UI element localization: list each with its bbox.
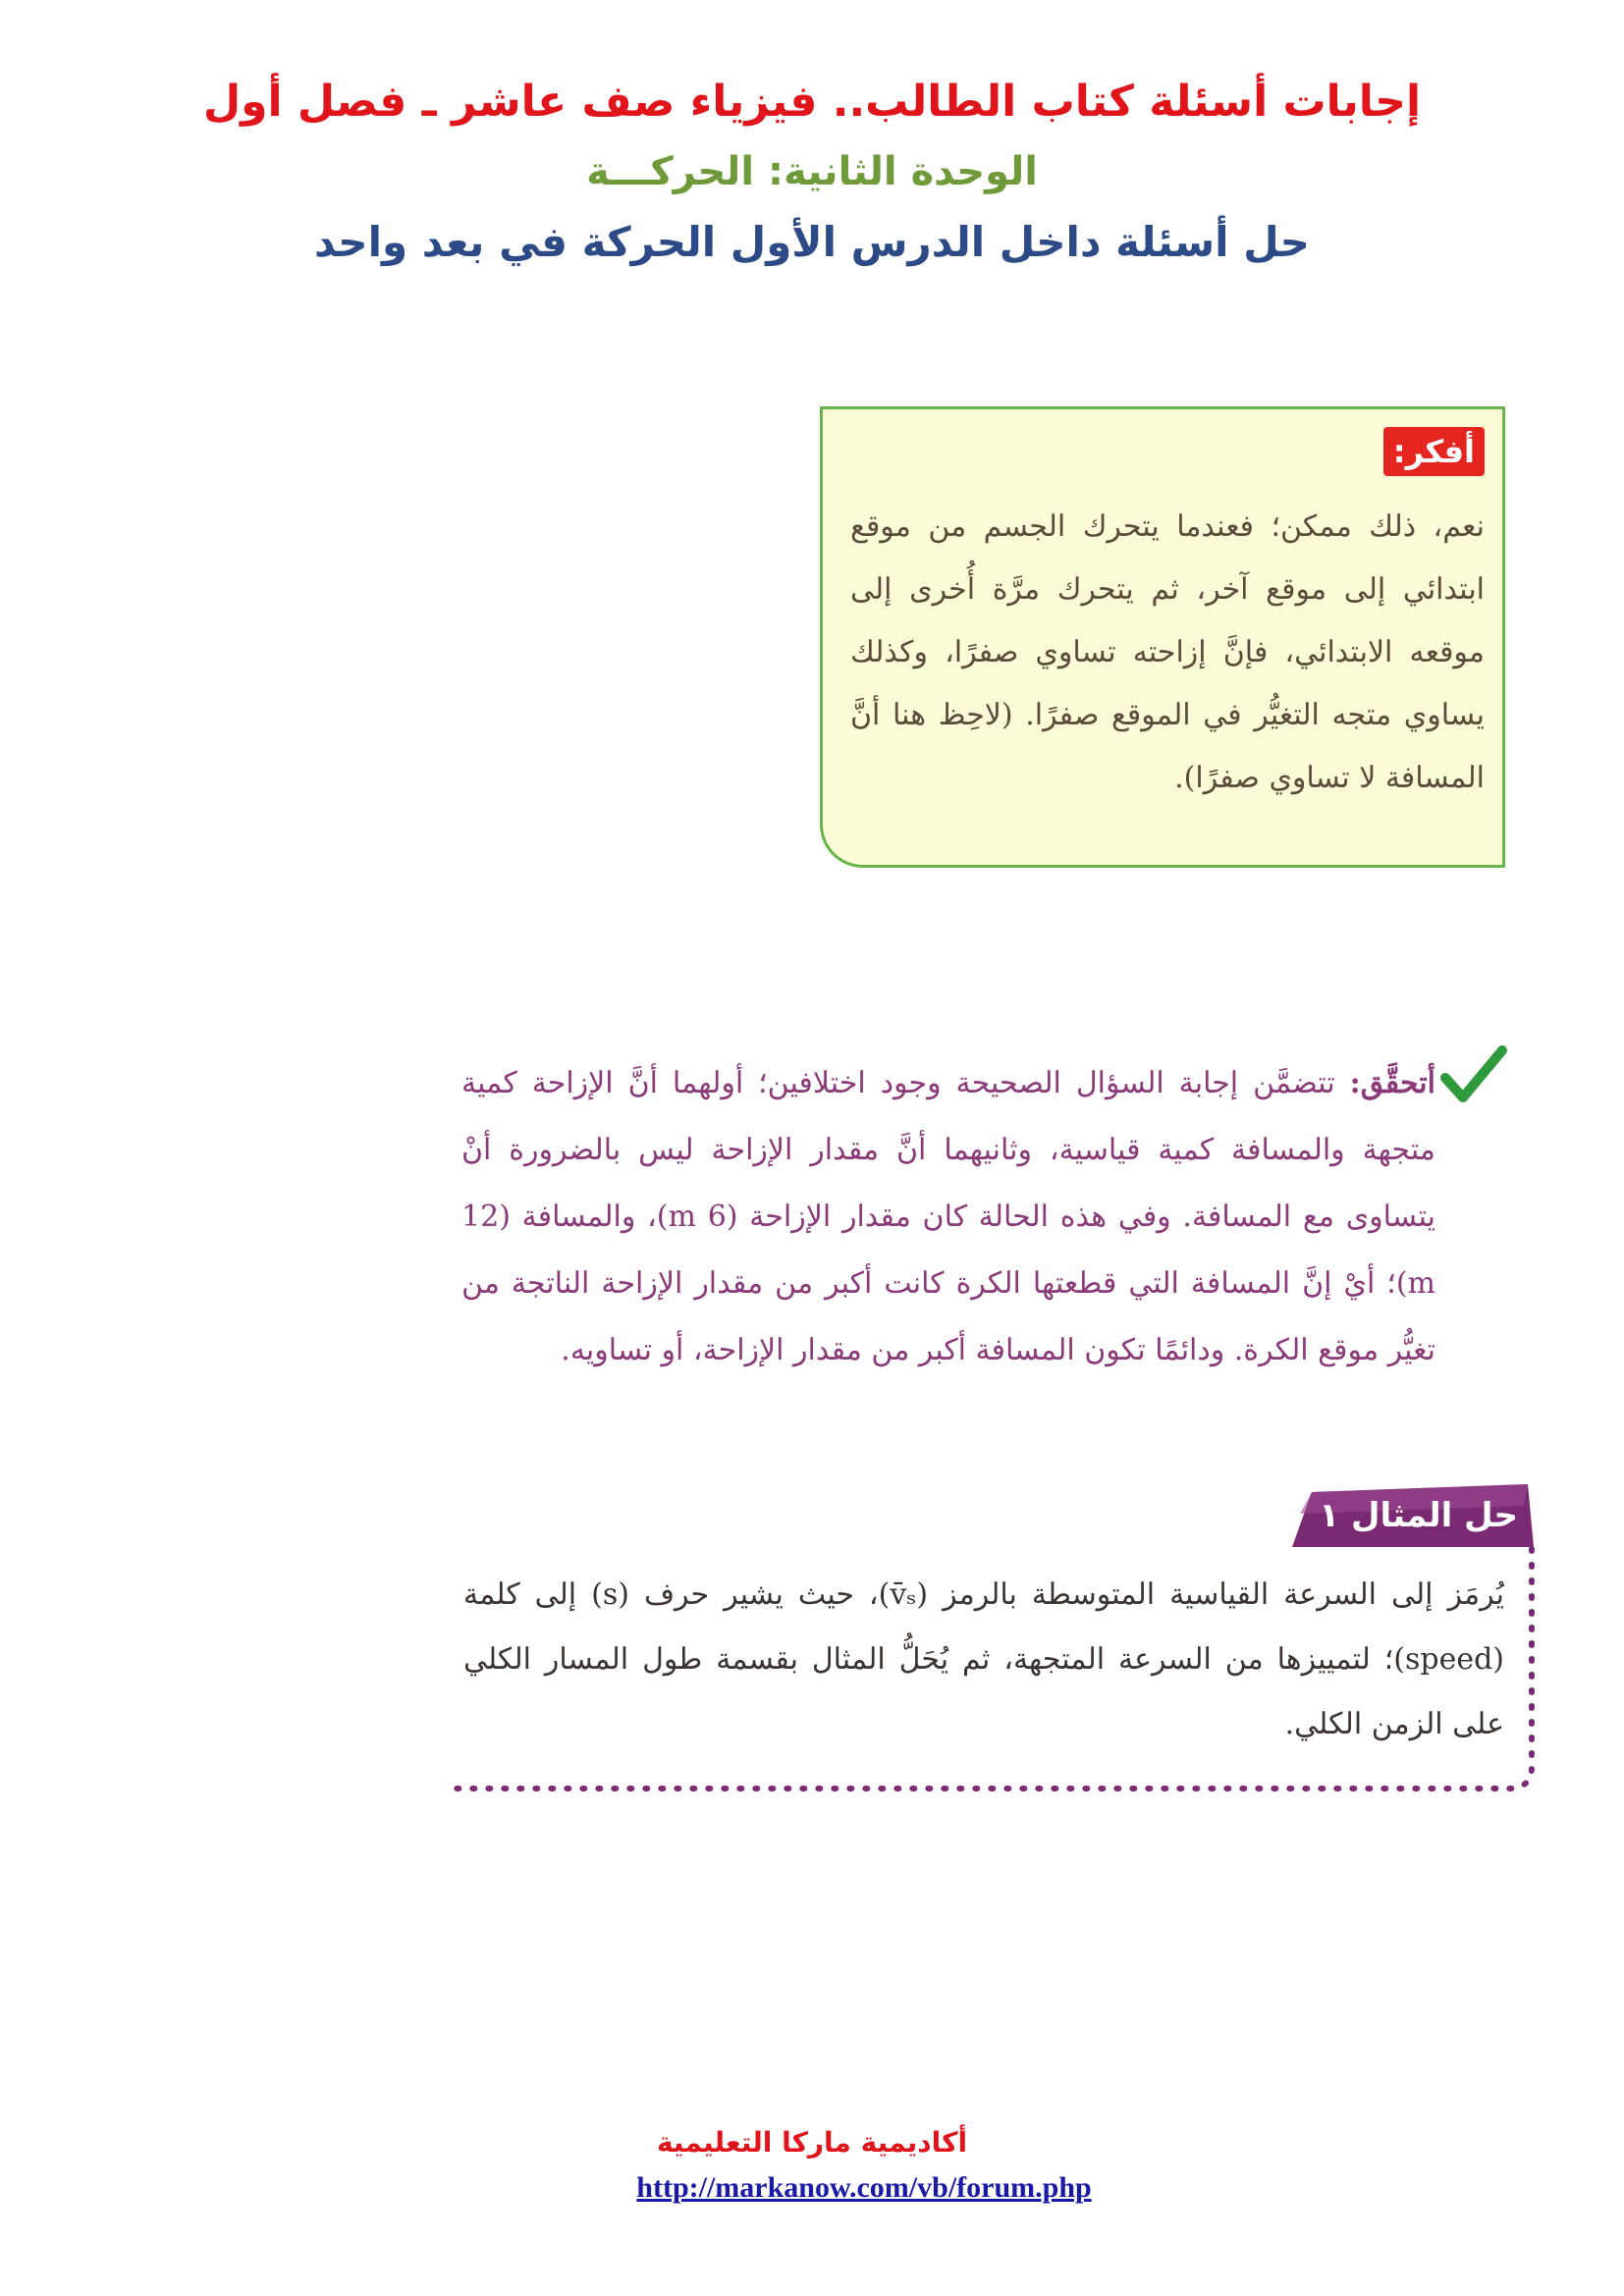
example-label: حل المثال ١ xyxy=(1319,1496,1518,1535)
footer-academy-name: أكاديمية ماركا التعليمية xyxy=(656,2126,968,2159)
check-label: أتحقَّق: xyxy=(1349,1066,1435,1100)
think-answer-text: نعم، ذلك ممكن؛ فعندما يتحرك الجسم من موقع ابتدائي إلى موقع آخر، ثم يتحرك مرَّة أُخرى إلى موقعه الابتدائي، فإنَّ إزاحته تساوي صفرًا، وكذلك يساوي متجه التغيُّر في الموقع صفرًا. (لاحِظ هنا أنَّ المسافة لا تساوي صفرًا). xyxy=(850,509,1485,795)
think-label: أفكر: xyxy=(1383,427,1485,476)
check-answer xyxy=(461,1050,1435,1384)
example-answer-text: يُرمَز إلى السرعة القياسية المتوسطة بالرمز (v̄ₛ)، حيث يشير حرف (s) إلى كلمة (speed)؛ لتمييزها من السرعة المتجهة، ثم يُحَلُّ المثال بقسمة طول المسار الكلي على الزمن الكلي. xyxy=(463,1577,1504,1741)
footer-forum-link[interactable]: http://markanow.com/vb/forum.php xyxy=(636,2171,1092,2204)
unit-title: الوحدة الثانية: الحركـــة xyxy=(586,149,1038,194)
check-answer-text: تتضمَّن إجابة السؤال الصحيحة وجود اختلافين؛ أولهما أنَّ الإزاحة كمية متجهة والمسافة كمية قياسية، وثانيهما أنَّ مقدار الإزاحة ليس بالضرورة أنْ يتساوى مع المسافة. وفي هذه الحالة كان مقدار الإزاحة (6 m)، والمسافة (12 m)؛ أيْ إنَّ المسافة التي قطعتها الكرة كانت أكبر من مقدار الإزاحة الناتجة من تغيُّر موقع الكرة. ودائمًا تكون المسافة أكبر من مقدار الإزاحة، أو تساويه. xyxy=(461,1066,1435,1367)
lesson-title: حل أسئلة داخل الدرس الأول الحركة في بعد واحد xyxy=(314,218,1310,266)
think-box xyxy=(820,406,1505,868)
page-title: إجابات أسئلة كتاب الطالب.. فيزياء صف عاشر ـ فصل أول xyxy=(202,77,1422,127)
checkmark-icon xyxy=(1439,1041,1508,1109)
